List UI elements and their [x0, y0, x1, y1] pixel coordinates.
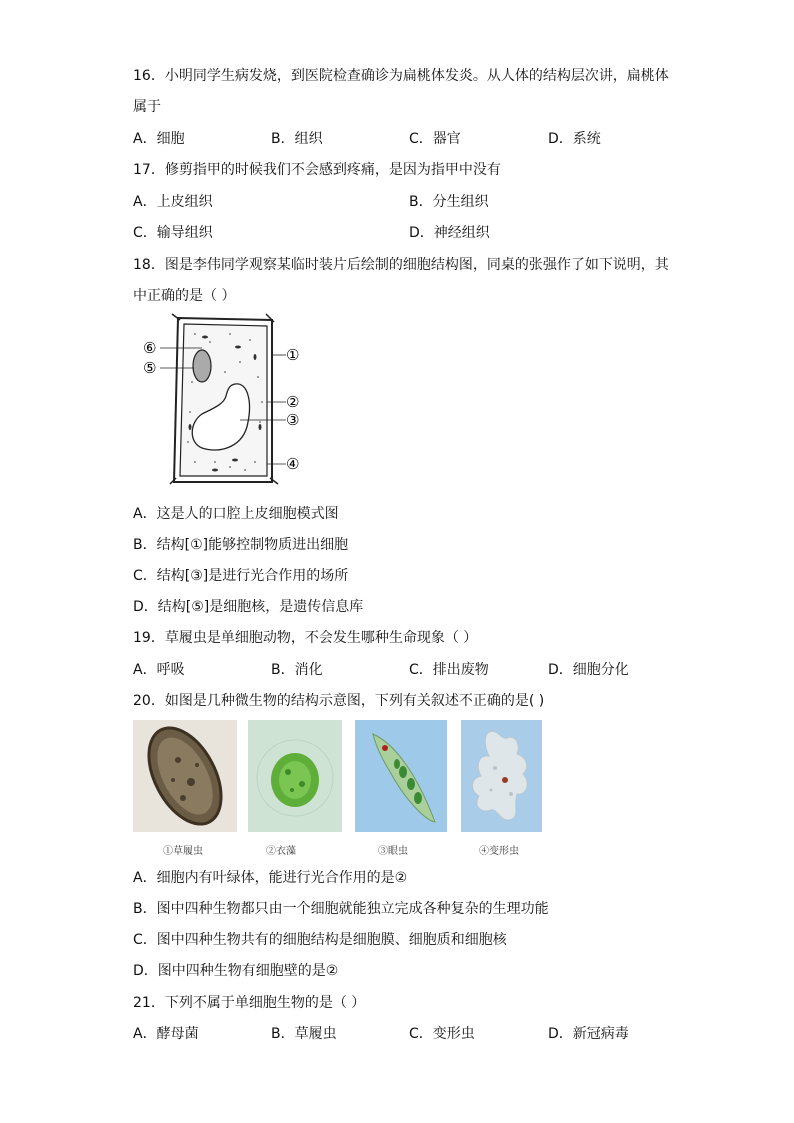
q21-option-a: A．酵母菌 — [133, 1026, 199, 1042]
q16-option-a: A．细胞 — [133, 131, 185, 147]
q16-stem-line-2: 属于 — [133, 99, 161, 115]
caption-chlamydomonas: ②衣藻 — [266, 846, 296, 857]
caption-amoeba: ④变形虫 — [479, 846, 519, 857]
q16-option-d: D．系统 — [548, 131, 601, 147]
q20-option-b: B．图中四种生物都只由一个细胞就能独立完成各种复杂的生理功能 — [133, 901, 549, 917]
paramecium-photo — [133, 720, 237, 832]
q20-option-c: C．图中四种生物共有的细胞结构是细胞膜、细胞质和细胞核 — [133, 932, 507, 948]
caption-euglena: ③眼虫 — [378, 846, 408, 857]
q18-option-a: A．这是人的口腔上皮细胞模式图 — [133, 506, 339, 522]
q18-option-b: B．结构[①]能够控制物质进出细胞 — [133, 537, 349, 553]
q19-stem: 19．草履虫是单细胞动物，不会发生哪种生命现象（ ） — [133, 630, 478, 646]
euglena-photo — [355, 720, 447, 832]
q21-option-c: C．变形虫 — [409, 1026, 475, 1042]
label-1: ① — [286, 346, 300, 364]
chlamydomonas-photo — [248, 720, 342, 832]
label-3: ③ — [286, 411, 300, 429]
q20-option-d: D．图中四种生物有细胞壁的是② — [133, 963, 339, 979]
q17-option-d: D．神经组织 — [409, 225, 490, 241]
q17-stem: 17．修剪指甲的时候我们不会感到疼痛，是因为指甲中没有 — [133, 162, 501, 178]
q17-option-b: B．分生组织 — [409, 194, 489, 210]
label-6: ⑥ — [143, 339, 157, 357]
q21-option-d: D．新冠病毒 — [548, 1026, 629, 1042]
q20-stem: 20．如图是几种微生物的结构示意图，下列有关叙述不正确的是( ) — [133, 693, 545, 709]
q16-stem-line-1: 16．小明同学生病发烧，到医院检查确诊为扁桃体发炎。从人体的结构层次讲，扁桃体 — [133, 68, 669, 84]
q21-option-b: B．草履虫 — [271, 1026, 337, 1042]
nucleus — [193, 350, 211, 382]
q20-option-a: A．细胞内有叶绿体，能进行光合作用的是② — [133, 870, 408, 886]
q16-option-b: B．组织 — [271, 131, 323, 147]
label-4: ④ — [286, 455, 300, 473]
caption-paramecium: ①草履虫 — [163, 846, 203, 857]
q21-stem: 21．下列不属于单细胞生物的是（ ） — [133, 995, 366, 1011]
q19-option-a: A．呼吸 — [133, 662, 185, 678]
label-5: ⑤ — [143, 359, 157, 377]
q18-stem-line-1: 18．图是李伟同学观察某临时装片后绘制的细胞结构图，同桌的张强作了如下说明，其 — [133, 257, 669, 273]
q18-stem-line-2: 中正确的是（ ） — [133, 288, 236, 304]
q17-option-a: A．上皮组织 — [133, 194, 213, 210]
amoeba-photo — [461, 720, 542, 832]
q19-option-c: C．排出废物 — [409, 662, 489, 678]
plant-cell-diagram — [140, 312, 320, 487]
q19-option-d: D．细胞分化 — [548, 662, 629, 678]
q18-option-c: C．结构[③]是进行光合作用的场所 — [133, 568, 349, 584]
q17-option-c: C．输导组织 — [133, 225, 213, 241]
q18-option-d: D．结构[⑤]是细胞核，是遗传信息库 — [133, 599, 364, 615]
q19-option-b: B．消化 — [271, 662, 323, 678]
q16-option-c: C．器官 — [409, 131, 461, 147]
label-2: ② — [286, 393, 300, 411]
